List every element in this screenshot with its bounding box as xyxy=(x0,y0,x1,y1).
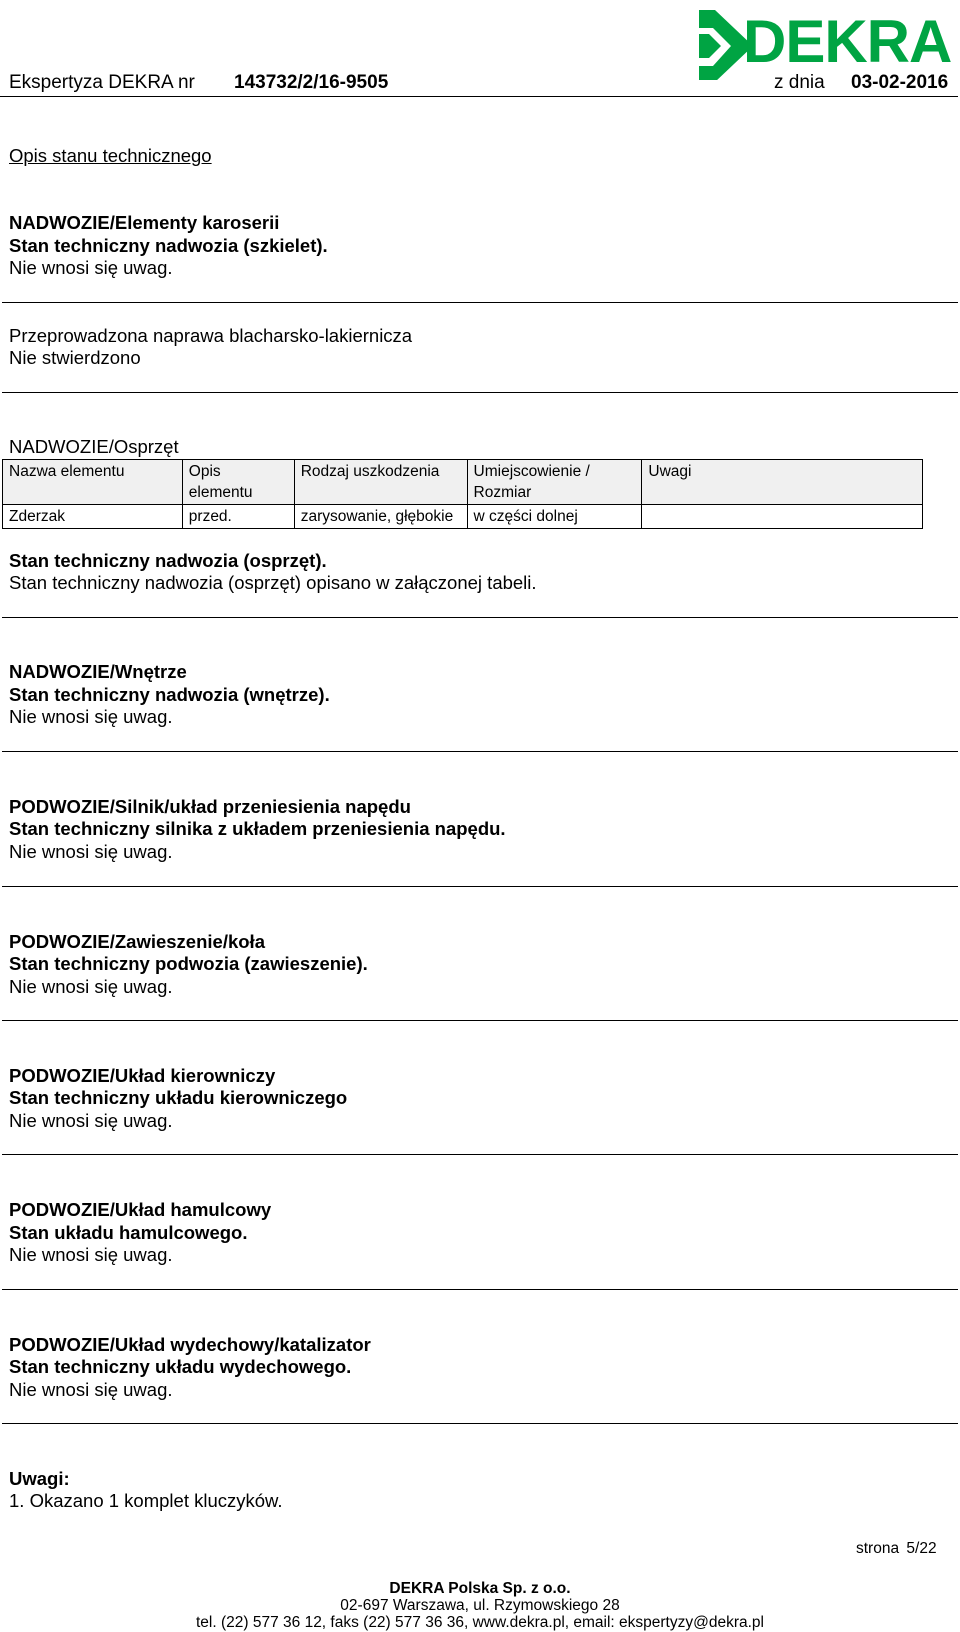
section-note-wydechowy: Nie wnosi się uwag. xyxy=(9,1379,173,1400)
section-divider xyxy=(2,392,958,393)
table-header-cell: Opis elementu xyxy=(182,460,294,505)
section-title-silnik: PODWOZIE/Silnik/układ przeniesienia napędu xyxy=(9,796,411,817)
uwagi-title: Uwagi: xyxy=(9,1468,70,1489)
opis-title: Opis stanu technicznego xyxy=(9,145,212,166)
section-divider xyxy=(2,886,958,887)
section-title-wnetrze: NADWOZIE/Wnętrze xyxy=(9,661,187,682)
page-number xyxy=(856,1540,937,1558)
table-header-cell: Umiejscowienie / Rozmiar xyxy=(467,460,642,505)
section-divider xyxy=(2,1289,958,1290)
section-status-zawieszenie: Stan techniczny podwozia (zawieszenie). xyxy=(9,953,368,974)
section-note-kierowniczy: Nie wnosi się uwag. xyxy=(9,1110,173,1131)
section-title-zawieszenie: PODWOZIE/Zawieszenie/koła xyxy=(9,931,265,952)
section-note-osprzet: Stan techniczny nadwozia (osprzęt) opisano w załączonej tabeli. xyxy=(9,572,537,593)
table-header-cell: Nazwa elementu xyxy=(3,460,183,505)
section-divider xyxy=(2,617,958,618)
section-title-elementy: NADWOZIE/Elementy karoserii xyxy=(9,212,280,233)
report-title: Ekspertyza DEKRA nr xyxy=(9,72,195,93)
section-status-kierowniczy: Stan techniczny układu kierowniczego xyxy=(9,1087,348,1108)
section-title-kierowniczy: PODWOZIE/Układ kierowniczy xyxy=(9,1065,276,1086)
section-note-wnetrze: Nie wnosi się uwag. xyxy=(9,706,173,727)
table-header-cell: Uwagi xyxy=(642,460,923,505)
page-label: strona xyxy=(856,1540,900,1557)
section-note-silnik: Nie wnosi się uwag. xyxy=(9,841,173,862)
section-divider xyxy=(2,302,958,303)
page-value: 5/22 xyxy=(906,1540,937,1557)
table-header-cell: Rodzaj uszkodzenia xyxy=(294,460,467,505)
section-note-elementy: Nie wnosi się uwag. xyxy=(9,257,173,278)
logo-text: DEKRA xyxy=(743,8,952,75)
section-title-naprawa: Przeprowadzona naprawa blacharsko-lakiernicza xyxy=(9,325,413,346)
section-status-silnik: Stan techniczny silnika z układem przeniesienia napędu. xyxy=(9,818,506,839)
section-title-hamulcowy: PODWOZIE/Układ hamulcowy xyxy=(9,1199,272,1220)
section-divider xyxy=(2,1020,958,1021)
section-status-wnetrze: Stan techniczny nadwozia (wnętrze). xyxy=(9,684,330,705)
section-title-wydechowy: PODWOZIE/Układ wydechowy/katalizator xyxy=(9,1334,371,1355)
report-date: 03-02-2016 xyxy=(851,72,949,93)
section-divider xyxy=(2,1423,958,1424)
header-divider xyxy=(0,96,958,97)
section-status-hamulcowy: Stan układu hamulcowego. xyxy=(9,1222,248,1243)
dekra-logo xyxy=(695,6,957,80)
date-label: z dnia xyxy=(774,72,825,93)
section-title-osprzet: NADWOZIE/Osprzęt xyxy=(9,436,179,457)
report-number: 143732/2/16-9505 xyxy=(234,72,389,93)
section-note-zawieszenie: Nie wnosi się uwag. xyxy=(9,976,173,997)
osprzet-table xyxy=(2,459,923,529)
section-status-osprzet: Stan techniczny nadwozia (osprzęt). xyxy=(9,550,327,571)
table-cell: w części dolnej xyxy=(467,505,642,529)
table-cell xyxy=(642,505,923,529)
section-status-elementy: Stan techniczny nadwozia (szkielet). xyxy=(9,235,328,256)
footer-contact: tel. (22) 577 36 12, faks (22) 577 36 36, www.dekra.pl, email: ekspertyzy@dekra.pl xyxy=(196,1614,764,1631)
footer-address: 02-697 Warszawa, ul. Rzymowskiego 28 xyxy=(340,1597,620,1614)
table-cell: zarysowanie, głębokie xyxy=(294,505,467,529)
table-cell: przed. xyxy=(182,505,294,529)
section-note-hamulcowy: Nie wnosi się uwag. xyxy=(9,1244,173,1265)
footer-company: DEKRA Polska Sp. z o.o. xyxy=(389,1580,571,1597)
section-divider xyxy=(2,751,958,752)
section-status-wydechowy: Stan techniczny układu wydechowego. xyxy=(9,1356,352,1377)
section-divider xyxy=(2,1154,958,1155)
table-cell: Zderzak xyxy=(3,505,183,529)
table-header-row xyxy=(3,460,923,505)
uwagi-item: 1. Okazano 1 komplet kluczyków. xyxy=(9,1490,283,1511)
table-row xyxy=(3,505,923,529)
section-note-naprawa: Nie stwierdzono xyxy=(9,347,141,368)
